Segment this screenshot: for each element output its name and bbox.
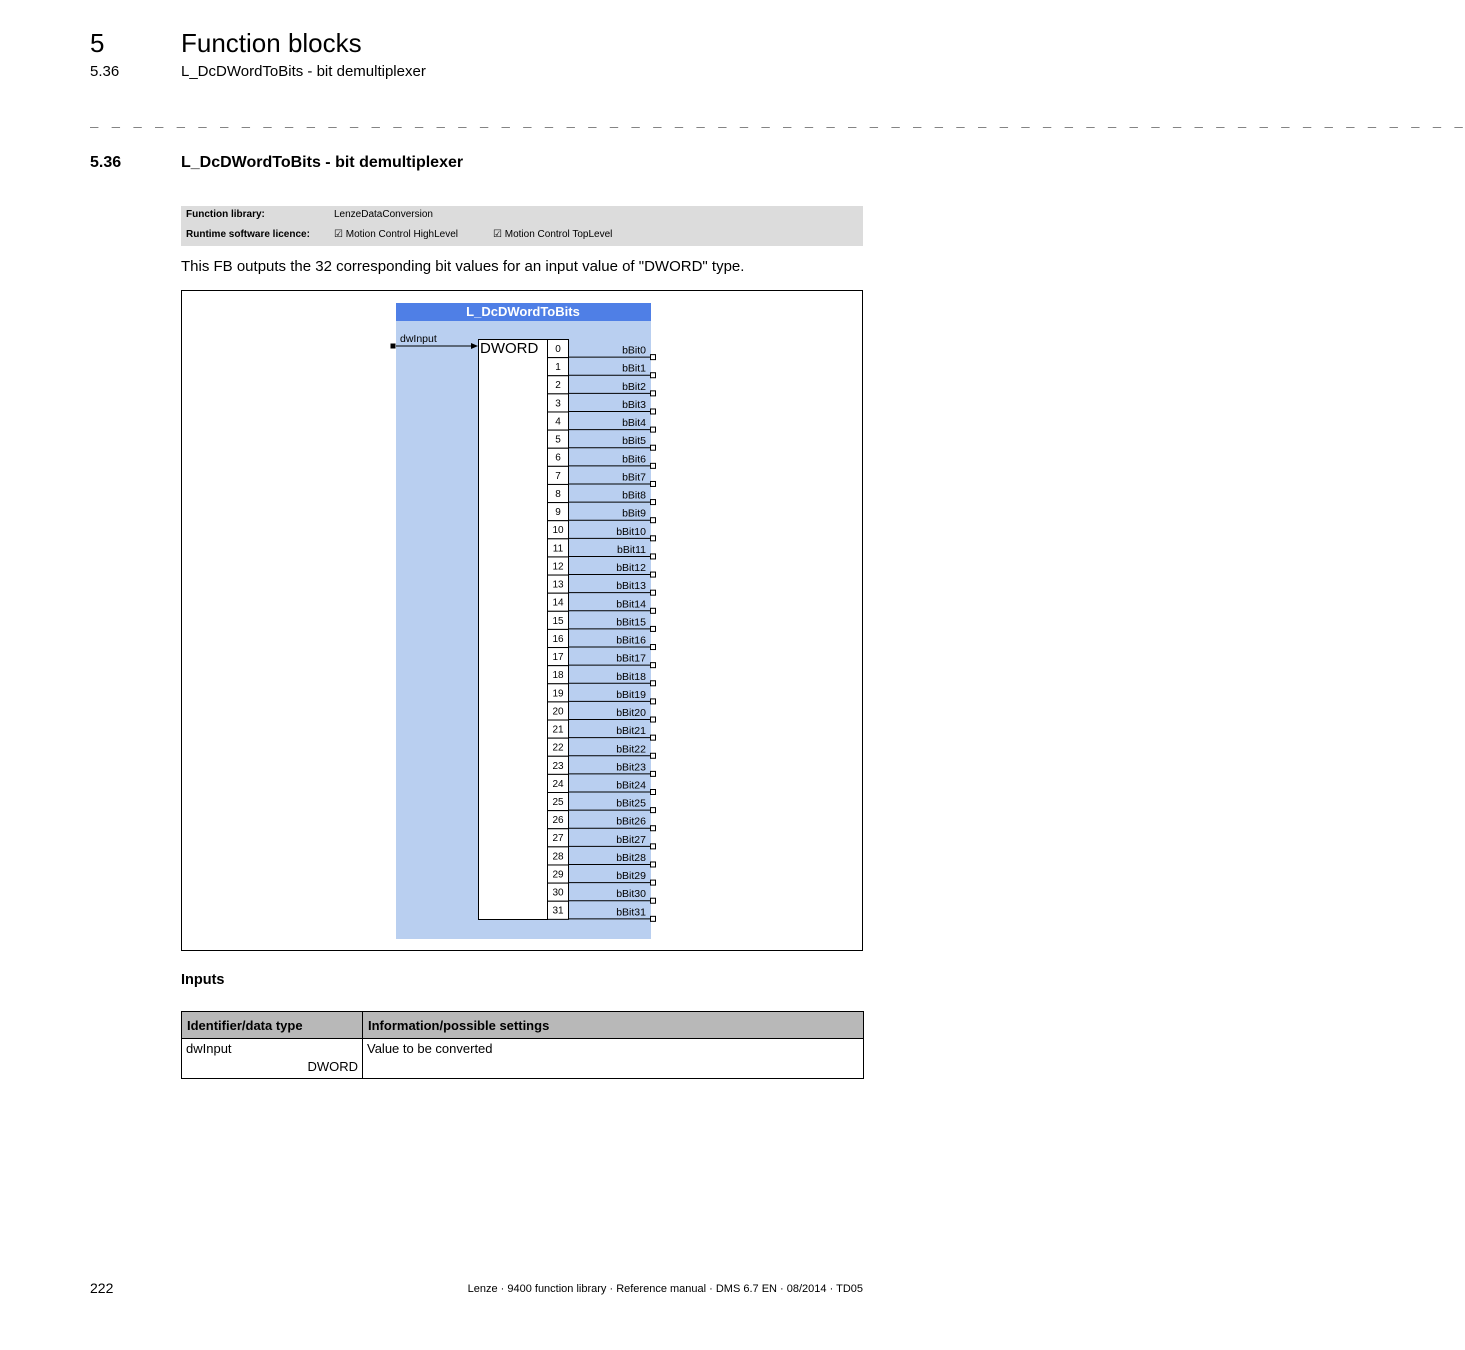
bit-number-10: 10	[552, 525, 564, 537]
bit-number-0: 0	[555, 344, 561, 355]
output-label-bBit4: bBit4	[622, 417, 646, 430]
output-label-bBit16: bBit16	[616, 634, 646, 647]
output-label-bBit0: bBit0	[622, 344, 646, 357]
output-label-bBit21: bBit21	[616, 725, 646, 738]
output-label-bBit17: bBit17	[616, 652, 646, 665]
output-connector-bBit23	[651, 771, 656, 776]
info-cell: Value to be converted	[363, 1039, 864, 1079]
bit-number-21: 21	[552, 724, 564, 736]
output-label-bBit24: bBit24	[616, 779, 646, 792]
output-connector-bBit11	[651, 554, 656, 559]
output-label-bBit22: bBit22	[616, 743, 646, 756]
output-connector-bBit2	[651, 391, 656, 396]
output-connector-bBit20	[651, 717, 656, 722]
output-label-bBit18: bBit18	[616, 670, 646, 683]
output-connector-bBit14	[651, 608, 656, 613]
bit-number-14: 14	[552, 597, 564, 609]
output-connector-bBit30	[651, 898, 656, 903]
col-information: Information/possible settings	[363, 1012, 864, 1039]
output-connector-bBit31	[651, 916, 656, 921]
bit-number-9: 9	[555, 507, 561, 519]
section-number: 5.36	[90, 154, 122, 171]
page-number: 222	[90, 1280, 114, 1296]
bit-number-4: 4	[555, 416, 561, 428]
output-connector-bBit16	[651, 645, 656, 650]
bit-number-25: 25	[552, 797, 564, 808]
col-identifier: Identifier/data type	[182, 1012, 363, 1039]
bit-number-11: 11	[552, 543, 564, 555]
output-connector-bBit27	[651, 844, 656, 849]
output-connector-bBit4	[651, 427, 656, 432]
licence-highlevel: ☑ Motion Control HighLevel	[334, 229, 459, 240]
data-type: DWORD	[307, 1059, 358, 1074]
licence-label: Runtime software licence:	[186, 229, 310, 240]
output-label-bBit14: bBit14	[616, 598, 646, 611]
output-connector-bBit15	[651, 626, 656, 631]
function-block-diagram	[182, 291, 862, 950]
output-label-bBit8: bBit8	[622, 489, 646, 502]
bit-number-7: 7	[555, 470, 561, 482]
output-connector-bBit10	[651, 536, 656, 541]
output-connector-bBit13	[651, 590, 656, 595]
output-label-bBit15: bBit15	[616, 616, 646, 629]
output-label-bBit20: bBit20	[616, 707, 646, 720]
bit-number-5: 5	[555, 434, 561, 446]
output-label-bBit28: bBit28	[616, 851, 646, 864]
output-connector-bBit18	[651, 681, 656, 686]
bit-number-28: 28	[552, 851, 564, 863]
output-connector-bBit1	[651, 373, 656, 378]
output-connector-bBit7	[651, 481, 656, 486]
demux-type-label: DWORD	[480, 340, 539, 357]
output-label-bBit23: bBit23	[616, 761, 646, 774]
output-label-bBit5: bBit5	[622, 435, 646, 448]
inputs-table	[181, 1011, 864, 1079]
output-connector-bBit6	[651, 463, 656, 468]
bit-number-1: 1	[555, 362, 561, 374]
output-connector-bBit21	[651, 735, 656, 740]
output-connector-bBit9	[651, 518, 656, 523]
header-rule: _ _ _ _ _ _ _ _ _ _ _ _ _ _ _ _ _ _ _ _ _ _ _ _ _ _ _ _ _ _ _ _ _ _ _ _ _ _ _ _ _ _ _ _ _ _ _ _ _ _ _ _ _ _ _ _ _ _ _ _ _ _ _ _	[90, 112, 1465, 128]
chapter-title: Function blocks	[181, 28, 362, 58]
output-label-bBit11: bBit11	[617, 543, 646, 556]
output-connector-bBit3	[651, 409, 656, 414]
output-connector-bBit17	[651, 663, 656, 668]
bit-number-6: 6	[555, 452, 561, 464]
bit-number-24: 24	[552, 778, 564, 790]
bit-number-19: 19	[552, 688, 564, 700]
output-label-bBit12: bBit12	[616, 562, 646, 575]
chapter-number: 5	[90, 28, 105, 58]
bit-number-3: 3	[555, 398, 561, 410]
function-library-label: Function library:	[186, 209, 265, 220]
inputs-heading: Inputs	[181, 972, 225, 988]
bit-number-23: 23	[552, 760, 564, 772]
output-connector-bBit12	[651, 572, 656, 577]
bit-number-15: 15	[552, 615, 564, 627]
bit-number-29: 29	[552, 869, 564, 881]
header-section-number: 5.36	[90, 63, 120, 80]
bit-number-8: 8	[555, 488, 561, 500]
intro-text: This FB outputs the 32 corresponding bit values for an input value of "DWORD" type.	[181, 258, 745, 275]
output-connector-bBit8	[651, 500, 656, 505]
output-label-bBit7: bBit7	[622, 471, 646, 484]
input-label: dwInput	[400, 333, 437, 345]
bit-number-17: 17	[552, 652, 564, 664]
bit-number-30: 30	[552, 887, 564, 899]
output-label-bBit9: bBit9	[622, 507, 646, 520]
section-title: L_DcDWordToBits - bit demultiplexer	[181, 154, 464, 171]
output-connector-bBit26	[651, 826, 656, 831]
bit-number-12: 12	[552, 561, 564, 573]
output-label-bBit6: bBit6	[622, 453, 646, 466]
bit-number-22: 22	[552, 742, 564, 754]
bit-number-13: 13	[552, 579, 564, 591]
output-label-bBit27: bBit27	[616, 833, 646, 846]
output-connector-bBit22	[651, 753, 656, 758]
identifier-cell	[182, 1039, 363, 1079]
output-label-bBit19: bBit19	[616, 688, 646, 701]
licence-toplevel: ☑ Motion Control TopLevel	[493, 229, 613, 240]
bit-number-18: 18	[552, 670, 564, 682]
input-connector	[391, 344, 396, 349]
output-label-bBit30: bBit30	[616, 888, 646, 901]
footer-reference: Lenze · 9400 function library · Reference manual · DMS 6.7 EN · 08/2014 · TD05	[467, 1283, 863, 1295]
output-connector-bBit5	[651, 445, 656, 450]
diagram-frame	[181, 290, 863, 951]
header-section-title: L_DcDWordToBits - bit demultiplexer	[181, 63, 426, 80]
output-label-bBit3: bBit3	[622, 398, 646, 411]
table-header-row	[182, 1012, 864, 1039]
output-label-bBit25: bBit25	[616, 797, 646, 810]
table-row	[182, 1039, 864, 1079]
bit-number-2: 2	[555, 380, 561, 392]
library-info-box	[181, 206, 863, 246]
output-label-bBit10: bBit10	[616, 525, 646, 538]
demux-box	[479, 340, 548, 920]
output-label-bBit13: bBit13	[616, 580, 646, 593]
identifier: dwInput	[186, 1041, 232, 1056]
output-connector-bBit29	[651, 880, 656, 885]
output-label-bBit31: bBit31	[616, 906, 646, 919]
output-connector-bBit25	[651, 808, 656, 813]
output-connector-bBit28	[651, 862, 656, 867]
output-label-bBit1: bBit1	[622, 362, 646, 375]
bit-number-16: 16	[552, 633, 564, 645]
function-library-value: LenzeDataConversion	[334, 209, 433, 220]
output-label-bBit29: bBit29	[616, 870, 646, 883]
output-label-bBit26: bBit26	[616, 815, 646, 828]
output-connector-bBit24	[651, 790, 656, 795]
output-connector-bBit19	[651, 699, 656, 704]
bit-number-31: 31	[552, 905, 564, 917]
output-connector-bBit0	[651, 355, 656, 360]
block-title: L_DcDWordToBits	[466, 304, 580, 319]
bit-number-26: 26	[552, 815, 564, 827]
output-label-bBit2: bBit2	[622, 380, 646, 393]
bit-number-20: 20	[552, 706, 564, 718]
bit-number-27: 27	[552, 833, 564, 845]
